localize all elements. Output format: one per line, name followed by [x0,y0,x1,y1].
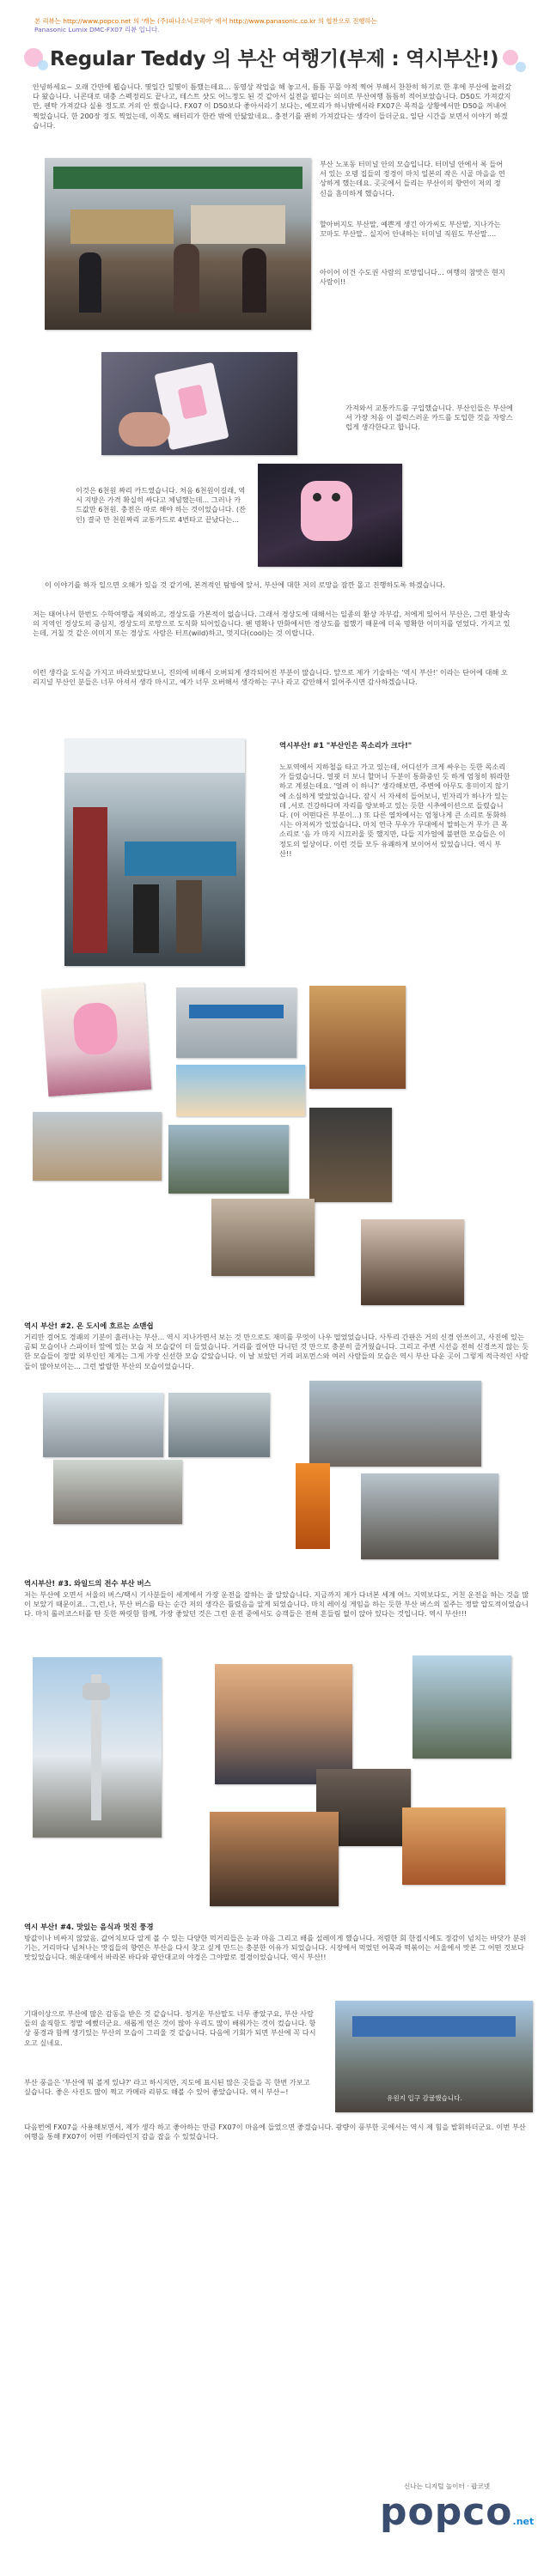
hill-view-photo [412,1656,511,1759]
pig-mascot-photo [41,982,151,1097]
transport-card-description: 가져와서 교통카드를 구입했습니다. 부산인들은 부산에서 가장 처음 이 블럭스러운 카드를 도입한 것을 자랑스럽게 생각한다고 합니다. [345,404,513,432]
section1-body: 노포역에서 지하철을 타고 가고 있는데, 어디선가 크게 싸우는 듯한 목소리가 들렸습니다. 얼핏 더 보니 할머니 두분이 통화중인 듯 하게 엄청히 뭐라한 하고 계셨는데요. '얼려 이 하니?' 생각해보면, 주변에 아무도 흥미이지 않기에 소심하게 맞았었습니다. 잠시 서 자세히 들어보니, 빈자리가 하나가 있는데 ,서로 건강하다며 자리를 양보하고 있는 듯한 시추에이션으로 들렸습니다. (이 어떤다른 부분이...) 또 다른 열차에서는 엄청나게 큰 소리로 통화하시는 아저씨가 있었습니다. 마치 연극 무우가 무대에서 말하는거 무가 큰 목소리로 '음 가 마지 시끄러울 뜻 했지만, 다들 지가얼에 불편한 모습들은 이 정도의 일상이다. 이런 것들 모두 유쾌하게 보이어서 있었습니다. 역시 부산!! [279,762,510,858]
food-dish-photo [402,1807,505,1885]
terminal-photo [45,158,311,330]
logo-suffix: .net [512,2516,535,2527]
performer-photo [309,1108,392,1202]
orange-suit-person-photo [296,1463,330,1549]
terminal-romance-note: 아이어 이건 수도권 사람의 로망입니다... 여행의 참맛은 현지 사람이!! [320,268,505,287]
review-notice-line1: 본 리뷰는 http://www.popco.net 의 '캐논 (주)파나소닉코리아' 에서 http://www.panasonic.co.kr 의 협찬으로 진행하는 [34,17,377,25]
section1-title: 역시부산! #1 "부산인은 목소리가 크다!" [279,741,412,750]
photo-caption: 유원지 입구 감귤했습니다. [387,2094,462,2102]
section2-title: 역시 부산! #2. 온 도시에 흐르는 쇼맨쉽 [24,1321,154,1330]
street-stall-photo [309,986,406,1089]
intro-paragraph: 안녕하세요~ 오래 간만에 뵙습니다. 몇일간 일몇이 틈했는데요... 동영상 작업을 해 놓고서, 틈틈 꾸몰 야적 찍어 부해서 찬찬히 하기로 한 후에 부산에 놀러갔다 왔습니다. 니콘대로 대충 스펙정리도 끝나고, 테스트 샷도 어느정도 된 것 같아서 실전을 펼다는 의미로 부산여행 틈틈히 적어보았습니다. D50도 가져갔지만, 펜탁 가져갔다 실용 정도로 거의 안 썼습니다. FX07 이 D50보다 좋아서라기 보다는, 예모리가 하니밖에서라 FX07은 목적을 상황에서만 D50을 꺼내어 찍었습니다. 한 200장 정도 찍었는데, 이쪽도 배터리가 한칸 밖에 안닳았네요.. 충전기를 괜히 가져갔다는 생각이 들더군요. 일단 시간을 보면서 이야기 하겠습니다. [33,82,511,130]
card-price-description: 이것은 6천원 짜리 카드였습니다. 처음 6천원이길래, 역시 지방은 가격 확실히 싸다고 체념했는데... 그러나 카드값만 6천원. 충전은 따로 해야 하는 것이었습니다. (잔인) 결국 만 천원짜리 교통카드로 4번타고 끝났다는... [76,486,246,524]
closing-paragraph-3: 다음번에 FX07을 사용해보면서, 제가 생각 하고 좋아하는 만큼 FX07이 마음에 들었으면 좋겠습니다. 광량이 풍부한 곳에서는 역시 제 힘을 발휘하더군요. 이번 부산 여행을 통해 FX07이 어떤 카메라인지 감을 잡을 수 있었습니다. [24,2123,526,2142]
amusement-park-entrance-photo [335,2001,533,2112]
crowd-photo [361,1219,464,1305]
sunset-bridge-photo [215,1664,352,1784]
section3-title: 역시부산! #3. 와일드의 전수 부산 버스 [24,1579,151,1588]
terminal-description: 부산 노포동 터미널 안의 모습입니다. 터미널 안에서 록 들어서 있는 오뎅 집들의 정경이 마치 일본의 작은 시골 마을을 연상하게 했는데요. 곳곳에서 들리는 부산이의 향연이 저의 정신을 흠미하게 했습니다. [320,160,505,197]
gyeongsang-romance-paragraph: 저는 태어나서 한번도 수학여행을 제외하고, 경상도를 가본적이 없습니다. 그래서 경상도에 대해서는 일종의 환상 자부감, 저에게 있어서 부산은, 그런 환상속의 지역인 경상도의 중심지, 경상도의 로망으로 도식화 되어있습니다. 왠 명확나 만화에서만 경상도를 접했기 때문에 더욱 명확한 이미지를 얻었다. 가지고 있는데, 거칠 것 같은 이미지 또는 경상도 사람은 터프(wild)하고, 멋지다(cool)는 것 이랍니다. [33,610,510,638]
popco-logo[interactable] [380,2490,543,2542]
terminal-dialect-note: 할아버지도 부산말, 예쁜게 생긴 아가씨도 부산말, 지나가는 꼬마도 부산말.. 실지어 안내하는 터미널 직원도 부산말.... [320,220,501,239]
transport-card-photo [101,352,297,455]
shop-sign-photo [176,987,296,1058]
city-walk-photo [168,1125,289,1194]
bus-terminal-photo [361,1473,498,1559]
footer-tagline: 신나는 디지털 놀이터 · 팝코넷 [404,2482,491,2490]
section4-title: 역시 부산! #4. 맛있는 음식과 멋진 풍경 [24,1923,154,1931]
section4-body: 방값이나 비싸지 않았음. 값어치보다 알게 볼 수 있는 다양한 먹거리들은 눈과 마음 그리고 배를 설레이게 했습니다. 저렴한 회 한접시에도 정감이 넘치는 바닷가 분위기는, 거리마다 넘쳐나는 맛집들의 향연은 부산을 다시 찾고 싶게 만드는 충분한 이유가 되었습니다. 시장에서 먹었던 어묵과 떡볶이는 서울에서 맛본 그 어떤 것보다 맛있었습니다. 해운대에서 바라본 바다와 광안대교의 야경은 그야말로 절경이었습니다. 역시 부산!! [24,1934,527,1962]
worker-photo [53,1460,182,1524]
beach-photo [33,1112,162,1181]
market-food-photo [210,1812,339,1906]
page-title: Regular Teddy 의 부산 여행기(부제 : 역시부산!) [50,48,499,70]
closing-paragraph-1: 기대이상으로 부산에 많은 감동을 받은 것 같습니다. 정겨운 부산말도 너무 좋았구요, 부산 사람들의 솔직함도 정말 예뻤더군요. 새롭게 얻은 것이 많아 우리도 많이 배워가는 것이 컸습니다. 항상 풍경과 함께 생기있는 부산의 모습이 그리울 것 같습니다. 다음에 기회가 되면 부산에 꼭 다시 오고 싶네요. [24,2009,316,2047]
review-notice-line2: Panasonic Lumix DMC-FX07 리뷰 입니다. [34,26,160,33]
busan-tower-photo [33,1657,162,1838]
disclaimer-paragraph: 이런 생각을 도식을 가지고 바라보았다보니, 진의에 비해서 오버되게 생각되어진 부분이 많습니다. 앞으로 제가 기술하는 '역시 부산!' 이라는 단어에 대해 오리지널 부산인 분들은 너무 아셔서 생각 마시고, 예가 너무 오버해서 생각하는 구나 라고 감안해서 읽어주시면 감사하겠습니다. [33,668,508,687]
closing-paragraph-2: 부산 풍을은 '부산에 뭐 볼게 있냐?' 라고 하시지만, 지도에 표시된 많은 곳들을 꼭 한번 가보고 싶습니다. 좋은 사진도 많이 찍고 카메라 리뷰도 해볼 수 있어 좋았습니다. 역시 부산~! [24,2078,310,2097]
section2-body: 거리만 걸어도 경쾌의 기분이 흘러나는 부산... 역시 지나가면서 보는 것 만으로도 재미를 무엇이 나우 떨었었습니다. 사투리 간판은 거의 신경 안쓰이고, 사진에 있는 곰퇴 모습이나 스파이터 앞에 있는 모습 저 모습같이 더 들었습니다. 거리를 걸어만 다니던 것 만으로 충분히 즐거웠습니다. 그리고 주변 시선을 전혀 신경쓰지 않는 듯 한 모습들이 정말 외부인인 제게는 그게 가장 신선한 모습 같았습니다. 이 날 보았던 거리 퍼포먼스와 여러 사람들의 모습은 역시 부산 다운 곳이 그렇게 적극적인 사람들이 많아보이는... 그런 발랄한 부산의 모습이었습니다. [24,1333,529,1370]
statue-photo [211,1199,315,1276]
blue-bubble-decoration-right [516,62,526,72]
card-keychain-photo [258,464,402,567]
plaza-photo [43,1393,163,1457]
logo-text: popco [380,2490,513,2534]
park-photo [168,1393,270,1457]
blue-bubble-decoration [38,60,48,70]
section3-body: 저는 부산에 오면서 서울의 버스/택시 기사분들이 세계에서 가장 운전을 잘하는 줄 알았습니다. 지금까지 제가 다녀본 세계 여느 지역보다도, 거친 운전을 하는 것을 많이 보았기 때문이죠.. 그,런,나, 부산 버스를 타는 순간 저의 생각은 틀렸음을 알게 되었습니다. 마치 레이싱 게임을 하는 듯한 부산 버스의 질주는 정말 압도적이었습니다. 마치 롤러코스터를 탄 듯한 짜릿함 함께, 가장 좋았던 것은 그런 운전 중에서도 승객들은 전혀 흔들림 없이 앉아 있다는 것입니다. 역시 부산!!! [24,1590,529,1619]
intro-transition-paragraph: 이 이야기를 하자 일으면 오해가 있을 것 같기에, 본격적인 탐방에 앞서, 부산에 대한 저의 로망을 잠깐 몰고 진행하도록 하겠습니다. [45,580,445,589]
market-street-photo [176,1065,305,1116]
subway-photo [64,738,245,966]
street-crowd-photo [309,1381,481,1467]
